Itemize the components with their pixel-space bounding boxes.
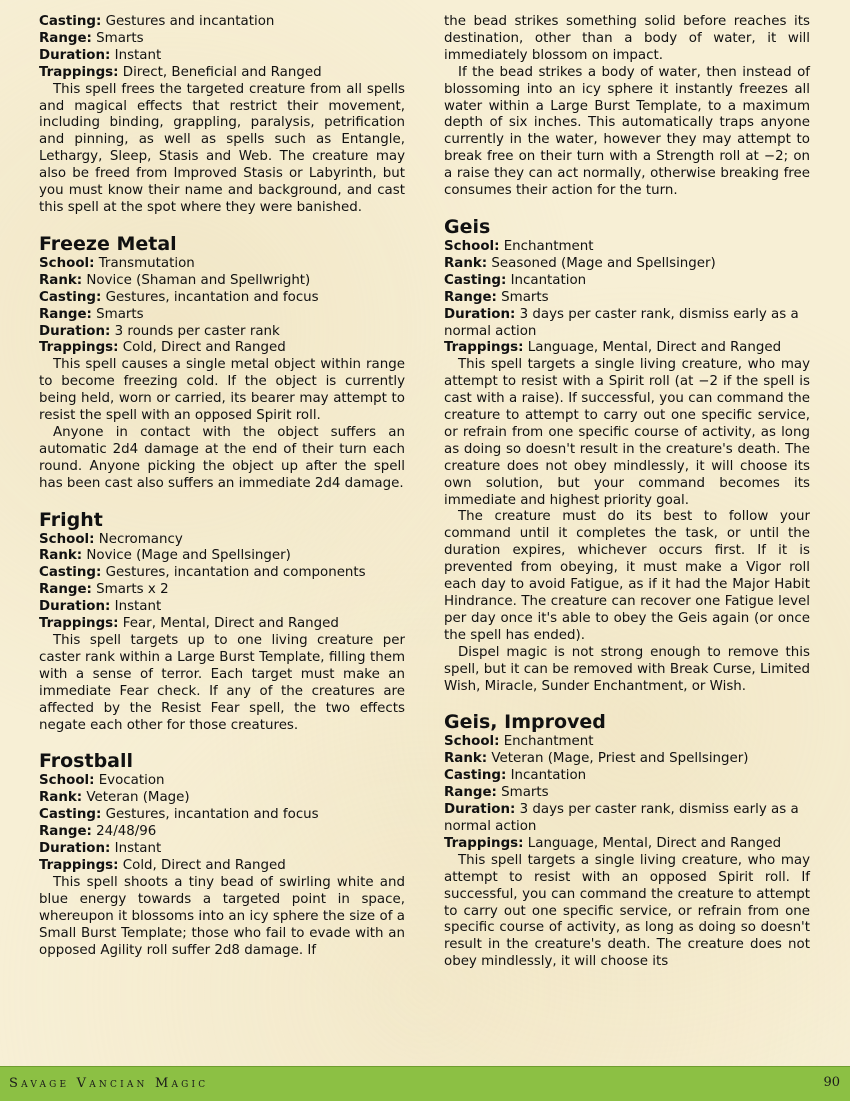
- stat-school: School: Transmutation: [39, 255, 195, 271]
- spell-title-frostball: Frostball: [39, 750, 134, 773]
- stat-duration: Duration: Instant: [39, 47, 162, 63]
- stat-trappings: Trappings: Language, Mental, Direct and Ranged: [444, 340, 782, 356]
- stat-range: Range: Smarts x 2: [39, 582, 169, 598]
- spell-description: This spell causes a single metal object within range to become freezing cold. If the object is currently being held, worn or carried, its bearer may attempt to resist the spell with an opposed Spirit roll.: [39, 357, 405, 424]
- spell-description: If the bead strikes a body of water, then instead of blossoming into an icy sphere it instantly freezes all water within a Large Burst Template, to a maximum depth of six inches. This automatically traps anyone currently in the water, however they may attempt to break free on their turn with a Strength roll at −2; on a raise they can act normally, otherwise breaking free consumes their action for the turn.: [444, 64, 810, 199]
- spell-title-geis-improved: Geis, Improved: [444, 711, 606, 734]
- spell-description: This spell targets a single living creature, who may attempt to resist with a Spirit roll (at −2 if the spell is cast with a raise). If successful, you can command the creature to attempt to carry out one specific service, or refrain from one specific course of activity, as long as doing so doesn't result in the creature's death. The creature does not obey mindlessly, it will choose its own solution, but your command becomes its immediate and highest priority goal.: [444, 357, 810, 508]
- stat-casting: Casting: Incantation: [444, 272, 587, 288]
- stat-trappings: Trappings: Fear, Mental, Direct and Ranged: [39, 616, 339, 632]
- stat-casting: Casting: Gestures, incantation and focus: [39, 289, 319, 305]
- stat-trappings: Trappings: Direct, Beneficial and Ranged: [39, 64, 322, 80]
- stat-duration: Duration: Instant: [39, 599, 162, 615]
- stat-trappings: Trappings: Cold, Direct and Ranged: [39, 340, 286, 356]
- stat-rank: Rank: Novice (Mage and Spellsinger): [39, 548, 291, 564]
- stat-school: School: Necromancy: [39, 531, 183, 547]
- stat-rank: Rank: Seasoned (Mage and Spellsinger): [444, 255, 716, 271]
- spell-description: Dispel magic is not strong enough to remove this spell, but it can be removed with Break Curse, Limited Wish, Miracle, Sunder Enchantment, or Wish.: [444, 644, 810, 694]
- spell-description: This spell targets a single living creature, who may attempt to resist with an opposed Spirit roll. If successful, you can command the creature to attempt to carry out one specific service, or refrain from one specific course of activity, as long as doing so doesn't result in the creature's death. The creature does not obey mindlessly, it will choose its: [444, 852, 810, 970]
- stat-duration: Duration: 3 days per caster rank, dismiss early as a normal action: [444, 802, 799, 834]
- stat-duration: Duration: Instant: [39, 841, 162, 857]
- spell-title-fright: Fright: [39, 508, 103, 531]
- stat-range: Range: Smarts: [39, 30, 144, 46]
- spell-description: This spell frees the targeted creature from all spells and magical effects that restrict their movement, including binding, grappling, paralysis, petrification and pinning, as well as spells such as Entangle, Lethargy, Sleep, Stasis and Web. The creature may also be freed from Improved Stasis or Labyrinth, but you must know their name and background, and cast this spell at the spot where they were banished.: [39, 81, 405, 215]
- stat-duration: Duration: 3 rounds per caster rank: [39, 323, 280, 339]
- stat-rank: Rank: Novice (Shaman and Spellwright): [39, 272, 311, 288]
- stat-casting: Casting: Gestures, incantation and components: [39, 565, 366, 581]
- stat-school: School: Enchantment: [444, 734, 594, 750]
- spell-description: the bead strikes something solid before reaches its destination, other than a body of water, it will immediately blossom on impact.: [444, 14, 810, 63]
- left-column: [39, 14, 405, 959]
- spell-title-geis: Geis: [444, 215, 491, 238]
- stat-range: Range: 24/48/96: [39, 824, 157, 840]
- stat-trappings: Trappings: Language, Mental, Direct and Ranged: [444, 835, 782, 851]
- stat-rank: Rank: Veteran (Mage): [39, 790, 190, 806]
- spell-description: This spell targets up to one living creature per caster rank within a Large Burst Template, filling them with a sense of terror. Each target must make an immediate Fear check. If any of the creatures are affected by the Resist Fear spell, the two effects negate each other for those creatures.: [39, 633, 405, 733]
- page-number: 90: [823, 1075, 840, 1090]
- stat-casting: Casting: Incantation: [444, 768, 587, 784]
- page-footer: [0, 1066, 850, 1101]
- stat-casting: Casting: Gestures, incantation and focus: [39, 807, 319, 823]
- stat-casting: Casting: Gestures and incantation: [39, 14, 275, 29]
- spell-description: This spell shoots a tiny bead of swirling white and blue energy towards a targeted point in space, whereupon it blossoms into an icy sphere the size of a Small Burst Template; those who fail to evade with an opposed Agility roll suffer 2d8 damage. If: [39, 874, 405, 958]
- stat-rank: Rank: Veteran (Mage, Priest and Spellsinger): [444, 751, 749, 767]
- stat-range: Range: Smarts: [444, 785, 549, 801]
- stat-school: School: Enchantment: [444, 238, 594, 254]
- right-column: [444, 14, 810, 971]
- stat-range: Range: Smarts: [444, 289, 549, 305]
- stat-school: School: Evocation: [39, 773, 165, 789]
- stat-duration: Duration: 3 days per caster rank, dismiss early as a normal action: [444, 306, 799, 339]
- spell-title-freeze-metal: Freeze Metal: [39, 232, 177, 255]
- spell-description: The creature must do its best to follow your command until it completes the task, or until the duration expires, whichever occurs first. If it is prevented from obeying, it must make a Vigor roll each day to avoid Fatigue, as if it had the Major Habit Hindrance. The creature can recover one Fatigue level per day once it's able to obey the Geis again (or once the spell has ended).: [444, 509, 810, 643]
- stat-range: Range: Smarts: [39, 306, 144, 322]
- book-title: Savage Vancian Magic: [9, 1076, 209, 1091]
- spell-description: Anyone in contact with the object suffers an automatic 2d4 damage at the end of their turn each round. Anyone picking the object up after the spell has been cast also suffers an immediate 2d4 damage.: [39, 424, 405, 491]
- stat-trappings: Trappings: Cold, Direct and Ranged: [39, 857, 286, 873]
